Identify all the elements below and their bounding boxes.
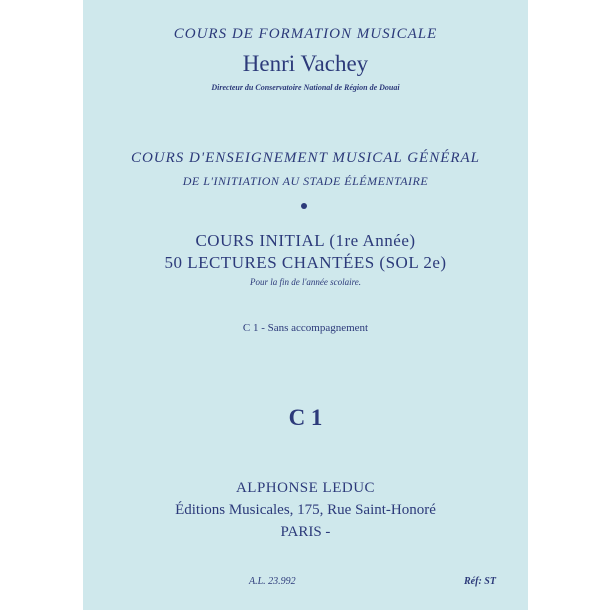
course-title: COURS D'ENSEIGNEMENT MUSICAL GÉNÉRAL (130, 150, 481, 166)
reference-code: Réf: ST (464, 576, 496, 587)
work-line-1: COURS INITIAL (1re Année) (195, 231, 416, 250)
publisher-city: PARIS - (280, 524, 331, 540)
edition-label: C 1 - Sans accompagnement (242, 322, 369, 334)
bullet-separator (301, 203, 307, 209)
author-role: Directeur du Conservatoire National de Région de Douai (211, 83, 400, 92)
course-subtitle: DE L'INITIATION AU STADE ÉLÉMENTAIRE (182, 174, 429, 188)
publisher-name: ALPHONSE LEDUC (235, 480, 376, 496)
volume-code: C 1 (288, 405, 323, 430)
score-cover (83, 0, 528, 610)
work-line-2: 50 LECTURES CHANTÉES (SOL 2e) (164, 253, 447, 272)
author-name: Henri Vachey (242, 51, 369, 76)
catalog-number: A.L. 23.992 (249, 576, 296, 587)
series-title: COURS DE FORMATION MUSICALE (173, 26, 438, 42)
work-note: Pour la fin de l'année scolaire. (249, 277, 362, 287)
publisher-address: Éditions Musicales, 175, Rue Saint-Honoré (175, 502, 436, 518)
